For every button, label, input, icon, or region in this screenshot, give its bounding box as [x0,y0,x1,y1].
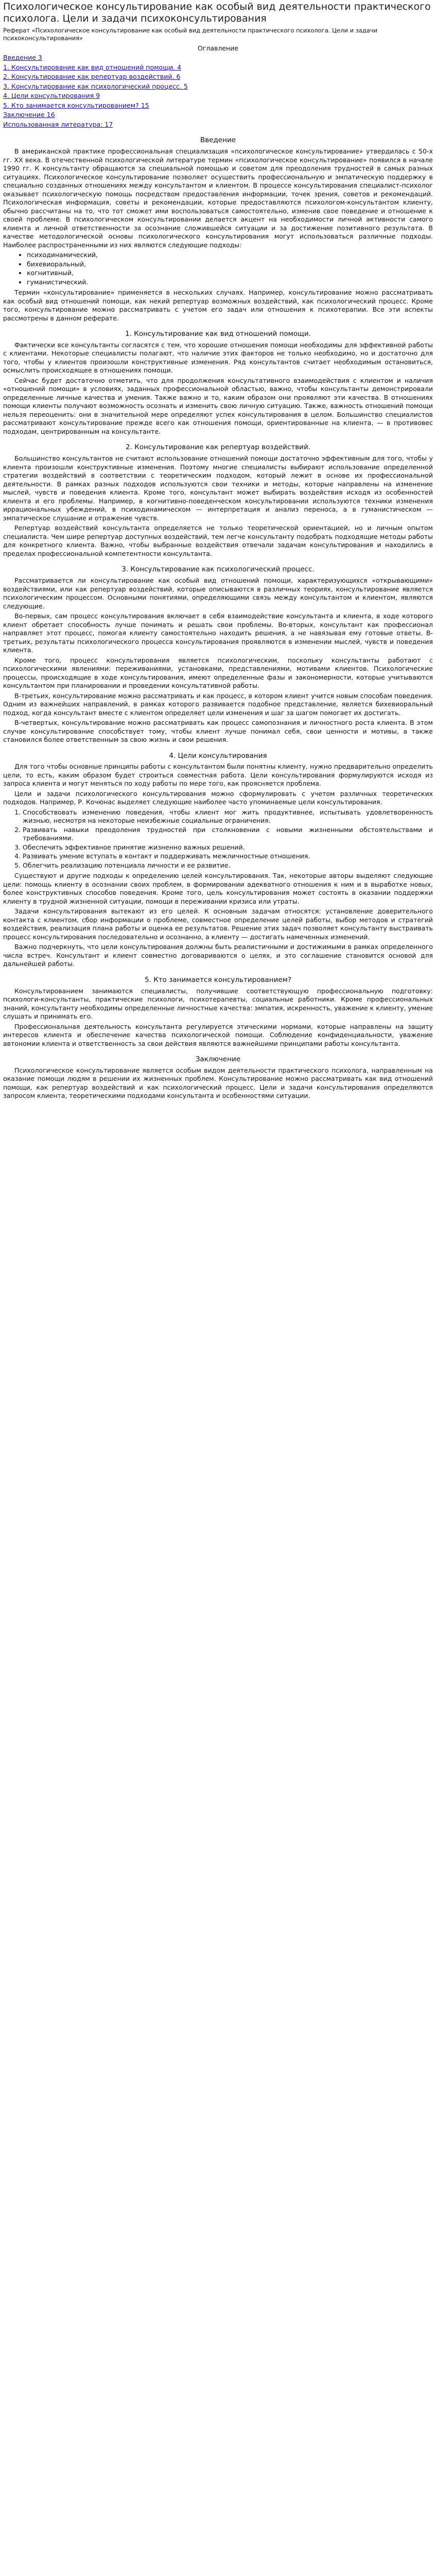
toc-item [3,92,433,100]
paragraph: Профессиональная деятельность консультанта регулируется этическими нормами, которые направлены на защиту интересов клиента и обеспечение качества психологической помощи. Соблюдение конфиденциальности, уважение автономии клиента и ответственность за свои действия являются важнейшими принципами работы консультанта. [3,1022,433,1047]
toc-link[interactable]: Введение 3 [3,54,42,62]
section-heading: 2. Консультирование как репертуар воздействий. [125,443,311,452]
paragraph: Во-первых, сам процесс консультирования включает в себя взаимодействие консультанта и клиента, в ходе которого клиент обретает способность лучше понимать и решать свои проблемы. Во-вторых, консультант как профессионал направляет этот процесс, помогая клиенту самостоятельно находить решения, а не навязывая ему готовые ответы. В-третьих, результаты психологического процесса консультирования проявляются в изменении мыслей, чувств и поведения клиента. [3,612,433,654]
list-item: 2. Развивать навыки преодоления трудностей при столкновении с новыми жизненными обстоятельствами и требованиями. [23,826,433,843]
toc-link[interactable]: Использованная литература: 17 [3,120,113,128]
paragraph: Существуют и другие подходы к определению целей консультирования. Так, некоторые авторы выделяют следующие цели: помощь клиенту в осознании своих проблем, в формировании адекватного отношения к ним и в выработке новых, более конструктивных способов поведения. Кроме того, цель консультирования может состоять в оказании поддержки клиенту в трудной жизненной ситуации, помощи в переживании кризиса или утраты. [3,872,433,905]
abstract-line: Реферат «Психологическое консультирование как особый вид деятельности практического психолога. Цели и задачи психоконсультирования» [3,27,378,42]
document-page [0,1,436,1107]
paragraph: Психологическое консультирование является особым видом деятельности практического психолога, направленным на оказание помощи людям в решении их жизненных проблем. Консультирование можно рассматривать как вид отношений помощи, как репертуар воздействий и как психологический процесс. Цели и задачи консультирования определяются запросом клиента, теоретическими подходами консультанта и особенностями ситуации. [3,1066,433,1100]
paragraph: Репертуар воздействий консультанта определяется не только теоретической ориентацией, но и личным опытом специалиста. Чем шире репертуар доступных воздействий, тем легче консультанту подобрать подходящие методы работы для конкретного клиента. Важно, чтобы выбранные воздействия отвечали задачам консультирования и находились в пределах профессиональной компетентности консультанта. [3,524,433,557]
paragraph: Кроме того, процесс консультирования является психологическим, поскольку консультанты работают с психологическими явлениями: переживаниями, установками, представлениями, мотивами клиентов. Психологические процессы, происходящие в ходе консультирования, имеют определенные фазы и закономерности, которые учитываются консультантом при планировании и проведении консультативной работы. [3,656,433,690]
toc-item [3,73,433,81]
section-heading: Заключение [195,1055,241,1064]
list-item: • психодинамический, [27,251,433,260]
list-item: 1. Способствовать изменению поведения, чтобы клиент мог жить продуктивнее, испытывать удовлетворенность жизнью, несмотря на некоторые неизбежные социальные ограничения. [23,808,433,825]
section-heading: 1. Консультирование как вид отношений помощи. [125,330,311,338]
toc-item [3,121,433,129]
document-title: Психологическое консультирование как особый вид деятельности практического психолога. Цели и задачи психоконсультирования [3,1,431,25]
paragraph: Консультированием занимаются специалисты, получившие соответствующую профессиональную подготовку: психологи-консультанты, практические психологи, психотерапевты, социальные работники. Кроме профессиональных знаний, консультанту необходимы определенные личностные качества: эмпатия, искренность, уважение к клиенту, умение слушать и принимать его. [3,987,433,1021]
list-item: 5. Облегчить реализацию потенциала личности и ее развитие. [23,861,433,870]
list-item: • гуманистический. [27,278,433,287]
toc-link[interactable]: 1. Консультирование как вид отношений помощи. 4 [3,63,182,71]
toc-heading: Оглавление [197,44,239,52]
paragraph: В-третьих, консультирование можно рассматривать и как процесс, в котором клиент учится новым способам поведения. Одним из важнейших направлений, в рамках которого развивается подобное представление, является бихевиоральный подход, когда консультант вместе с клиентом определяет цели изменения и шаг за шагом помогает их достигать. [3,691,433,717]
section-heading: 5. Кто занимается консультированием? [145,975,291,984]
section-heading: 3. Консультирование как психологический процесс. [121,565,315,574]
toc-item [3,54,433,62]
toc-link[interactable]: Заключение 16 [3,111,55,119]
toc-link[interactable]: 3. Консультирование как психологический процесс. 5 [3,82,188,90]
toc-item [3,63,433,72]
document-body [3,136,433,1100]
bullet-list [3,251,433,286]
toc-item [3,111,433,120]
paragraph: Термин «консультирование» применяется в нескольких случаях. Например, консультирование можно рассматривать как особый вид отношений помощи, как некий репертуар возможных воздействий, как психологический процесс. Кроме того, консультирование можно рассматривать с учетом его задач или отношения к психотерапии. Все эти аспекты рассмотрены в данном реферате. [3,289,433,322]
paragraph: Сейчас будет достаточно отметить, что для продолжения консультативного взаимодействия с клиентом и наличия «отношений помощи» в условиях, заданных профессиональной областью, важно, чтобы консультанты демонстрировали определенные личные качества и умения. Также важно и то, каким образом они проявляют эти качества. В отношениях помощи клиенты получают возможность осознать и изменить свою личную ситуацию. Также, важность отношений помощи нельзя переоценить: они в значительной мере определяют успех консультирования в целом. Большинство специалистов рассматривают консультирование прежде всего как отношения помощи, ориентированные на клиента, — в противовес подходам, центрированным на консультанте. [3,376,433,435]
paragraph: Цели и задачи психологического консультирования можно сформулировать с учетом различных теоретических подходов. Например, Р. Кочюнас выделяет следующие наиболее часто упоминаемые цели консультирования. [3,789,433,806]
list-item: • бихевиоральный, [27,260,433,269]
paragraph: Фактически все консультанты согласятся с тем, что хорошие отношения помощи необходимы для эффективной работы с клиентами. Некоторые специалисты полагают, что наличие этих факторов не только необходимо, но и достаточно для того, чтобы у клиентов произошли конструктивные изменения. Ряд консультантов считает необходимым остановиться, осмыслить происходящее в отношениях помощи. [3,341,433,375]
paragraph: Задачи консультирования вытекают из его целей. К основным задачам относятся: установление доверительного контакта с клиентом, сбор информации о проблеме, совместное определение целей работы, выбор методов и стратегий воздействия, реализация плана работы и оценка ее результатов. Решение этих задач позволяет консультанту выстраивать процесс консультирования последовательно и осознанно, а клиенту — достигать намеченных изменений. [3,907,433,941]
paragraph: Большинство консультантов не считают использование отношений помощи достаточно эффективным для того, чтобы у клиента произошли конструктивные изменения. Поэтому многие специалисты выбирают использование определенной стратегии воздействий в соответствии с теоретическим подходом, который лежит в основе их профессиональной деятельности. В рамках разных подходов используются свои техники и методы, которые направлены на изменение мыслей, чувств и поведения клиента. Кроме того, консультант может выбирать воздействия исходя из особенностей клиента и его проблемы. Например, в когнитивно-поведенческом консультировании используются техники изменения иррациональных убеждений, в психодинамическом — интерпретация и анализ переноса, а в гуманистическом — эмпатическое слушание и отражение чувств. [3,454,433,522]
toc-item [3,101,433,110]
list-item: 4. Развивать умение вступать в контакт и поддерживать межличностные отношения. [23,852,433,861]
toc-link[interactable]: 5. Кто занимается консультированием? 15 [3,101,149,109]
paragraph: В американской практике профессиональная специализация «психологическое консультирование» утвердилась с 50-х гг. XX века. В отечественной психологической литературе термин «психологическое консультирование» появился в начале 1990 гг. К консультанту обращаются за специальной помощью и советом для преодоления трудностей в самых разных ситуациях. Психологическое консультирование позволяет осуществить профессиональную и эмпатическую поддержку в специально созданных отношениях между консультантом и клиентом. В процессе консультирования специалист-психолог оказывает психологическую помощь посредством предоставления информации, точек зрения, советов и рекомендаций. Психологическая информация, советы и рекомендации, которые предоставляются психологом-консультантом клиенту, обычно рассчитаны на то, что тот сможет ими воспользоваться самостоятельно, изменив свое поведение и отношение к своей проблеме. В психологическом консультировании делается акцент на необходимости личной активности самого клиента и личной ответственности за осознание сложившейся ситуации и за достижение позитивного результата. В качестве методологической основы психологического консультирования могут использоваться различные подходы. Наиболее распространенными из них являются следующие подходы: [3,147,433,249]
section-heading: Введение [200,136,236,145]
paragraph: В-четвертых, консультирование можно рассматривать как процесс самопознания и личностного роста клиента. В этом случае консультирование способствует тому, чтобы клиент лучше понимал себя, свои ценности и мотивы, а также становился более ответственным за свою жизнь и свои решения. [3,719,433,744]
list-item: • когнитивный, [27,269,433,278]
paragraph: Рассматривается ли консультирование как особый вид отношений помощи, характеризующихся «открывающими» воздействиями, или как репертуар воздействий, которые описываются в различных теориях, консультирование является психологическим процессом. Основными понятиями, определяющими связь между консультантом и клиентом, являются следующие. [3,577,433,610]
toc-link[interactable]: 4. Цели консультирования 9 [3,92,100,100]
toc-item [3,82,433,91]
section-heading: 4. Цели консультирования [169,751,267,760]
paragraph: Для того чтобы основные принципы работы с консультантом были понятны клиенту, нужно предварительно определить цели, то есть, каким образом будет строиться совместная работа. Цели консультирования формулируются исходя из запроса клиента и могут меняться по ходу работы по мере того, как проясняется проблема. [3,762,433,788]
table-of-contents [3,54,433,129]
toc-link[interactable]: 2. Консультирование как репертуар воздействий. 6 [3,73,181,81]
list-item: 3. Обеспечить эффективное принятие жизненно важных решений. [23,843,433,852]
numbered-list [3,808,433,870]
paragraph: Важно подчеркнуть, что цели консультирования должны быть реалистичными и достижимыми в рамках определенного числа встреч. Консультант и клиент совместно договариваются о целях, и это соглашение становится основой для дальнейшей работы. [3,943,433,968]
